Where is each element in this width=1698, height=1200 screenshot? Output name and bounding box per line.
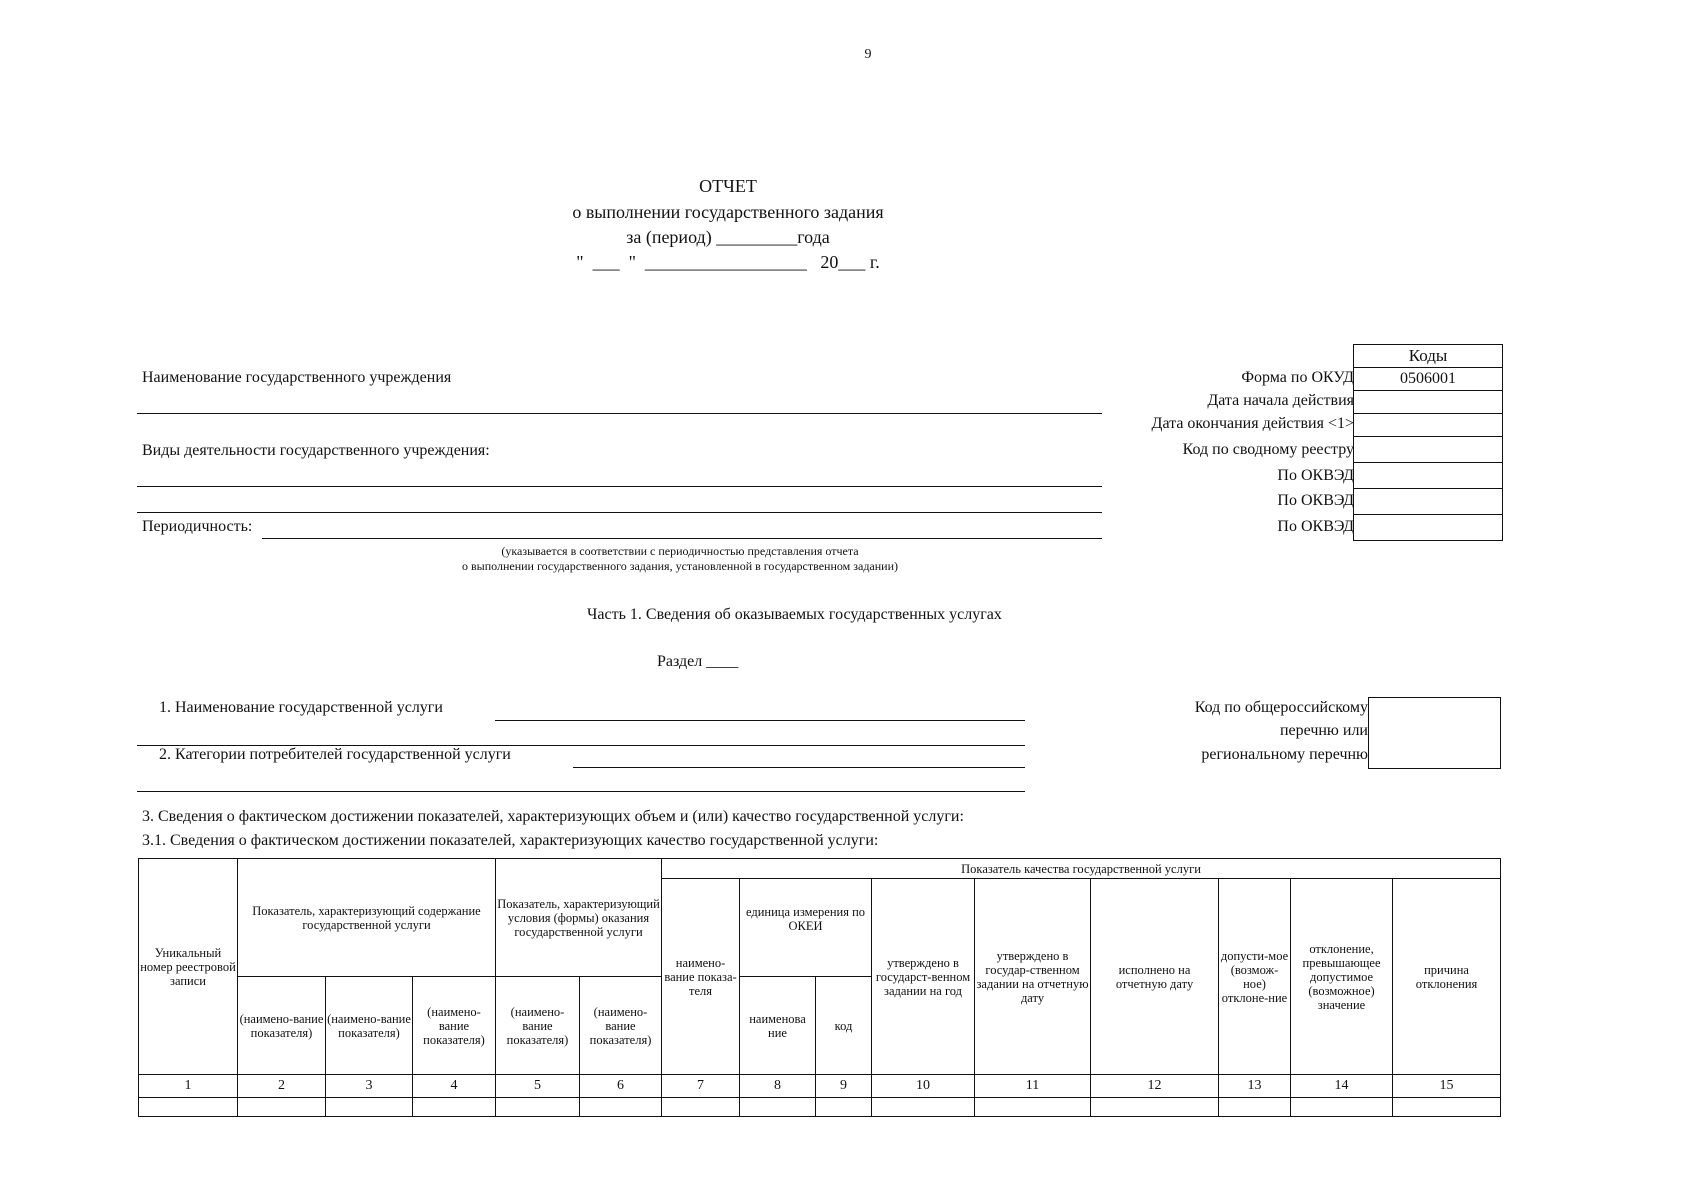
institution-name-label: Наименование государственного учреждения (142, 369, 452, 386)
consumers-line-2[interactable] (137, 791, 1025, 792)
table-cell[interactable] (496, 1098, 580, 1117)
codes-label-okud: Форма по ОКУД (1241, 369, 1354, 386)
periodicity-label: Периодичность: (142, 518, 253, 535)
report-date: " ___ " __________________ 20___ г. (576, 252, 880, 272)
activities-line-1[interactable] (137, 486, 1102, 487)
col-number: 12 (1091, 1075, 1219, 1098)
codes-value-start-date[interactable] (1354, 391, 1503, 414)
table-cell[interactable] (740, 1098, 816, 1117)
part-title: Часть 1. Сведения об оказываемых государственных услугах (587, 606, 1002, 623)
col-number: 13 (1219, 1075, 1291, 1098)
codes-label-registry: Код по сводному реестру (1182, 441, 1354, 458)
periodicity-note-2: о выполнении государственного задания, установленной в государственном задании) (461, 559, 899, 573)
th-sub-4: (наимено-вание показателя) (496, 977, 580, 1075)
table-cell[interactable] (238, 1098, 326, 1117)
table-cell[interactable] (872, 1098, 975, 1117)
registry-code-label-2: перечню или (1279, 722, 1368, 739)
table-cell[interactable] (139, 1098, 238, 1117)
page-number: 9 (864, 47, 872, 62)
th-approved-year: утверждено в государст-венном задании на год (872, 879, 975, 1075)
table-cell[interactable] (326, 1098, 413, 1117)
table-cell[interactable] (1219, 1098, 1291, 1117)
codes-value-okved-2[interactable] (1354, 489, 1503, 515)
col-number: 15 (1393, 1075, 1501, 1098)
codes-value-okved-3[interactable] (1354, 515, 1503, 541)
institution-name-line[interactable] (137, 413, 1102, 414)
table-cell[interactable] (1291, 1098, 1393, 1117)
col-number: 4 (413, 1075, 496, 1098)
report-subtitle: о выполнении государственного задания (572, 202, 884, 222)
registry-code-box[interactable] (1368, 697, 1501, 769)
service-name-label: 1. Наименование государственной услуги (159, 699, 443, 716)
th-excess-deviation: отклонение, превышающее допустимое (возможное) значение (1291, 879, 1393, 1075)
th-approved-date: утверждено в государ-ственном задании на отчетную дату (975, 879, 1091, 1075)
registry-code-label-1: Код по общероссийскому (1194, 699, 1368, 716)
activities-label: Виды деятельности государственного учреждения: (142, 442, 490, 459)
service-name-line[interactable] (495, 720, 1025, 721)
col-number: 11 (975, 1075, 1091, 1098)
periodicity-note-1: (указывается в соответствии с периодичностью представления отчета (501, 544, 859, 558)
codes-table (1353, 344, 1503, 541)
col-number: 2 (238, 1075, 326, 1098)
col-number: 8 (740, 1075, 816, 1098)
codes-value-okved-1[interactable] (1354, 463, 1503, 489)
quality-table (138, 858, 1501, 1117)
col-number: 9 (816, 1075, 872, 1098)
report-period: за (период) _________года (626, 227, 830, 247)
codes-value-registry[interactable] (1354, 437, 1503, 463)
th-sub-2: (наимено-вание показателя) (326, 977, 413, 1075)
codes-header: Коды (1354, 345, 1503, 368)
activities-line-2[interactable] (137, 512, 1102, 513)
th-sub-5: (наимено-вание показателя) (580, 977, 662, 1075)
table-cell[interactable] (1393, 1098, 1501, 1117)
consumers-label: 2. Категории потребителей государственной услуги (159, 746, 511, 763)
th-unit: единица измерения по ОКЕИ (740, 879, 872, 977)
codes-label-end-date: Дата окончания действия <1> (1151, 415, 1354, 432)
codes-value-okud[interactable]: 0506001 (1354, 368, 1503, 391)
table-cell[interactable] (413, 1098, 496, 1117)
th-sub-1: (наимено-вание показателя) (238, 977, 326, 1075)
periodicity-line[interactable] (262, 538, 1102, 539)
col-number: 3 (326, 1075, 413, 1098)
section-label: Раздел ____ (657, 653, 739, 670)
registry-code-label-3: региональному перечню (1201, 746, 1368, 763)
col-number: 14 (1291, 1075, 1393, 1098)
col-number: 7 (662, 1075, 740, 1098)
th-quality: Показатель качества государственной услуги (662, 859, 1501, 879)
col-number: 10 (872, 1075, 975, 1098)
th-allowed-deviation: допусти-мое (возмож-ное) отклоне-ние (1219, 879, 1291, 1075)
col-number: 5 (496, 1075, 580, 1098)
codes-label-okved-3: По ОКВЭД (1277, 518, 1354, 535)
codes-label-okved-1: По ОКВЭД (1277, 467, 1354, 484)
col-number: 1 (139, 1075, 238, 1098)
th-reason: причина отклонения (1393, 879, 1501, 1075)
report-title: ОТЧЕТ (699, 176, 757, 196)
col-number: 6 (580, 1075, 662, 1098)
th-conditions: Показатель, характеризующий условия (формы) оказания государственной услуги (496, 859, 662, 977)
table-cell[interactable] (1091, 1098, 1219, 1117)
section3-heading: 3. Сведения о фактическом достижении показателей, характеризующих объем и (или) качество государственной услуги: (142, 808, 964, 825)
table-cell[interactable] (580, 1098, 662, 1117)
codes-label-start-date: Дата начала действия (1207, 392, 1354, 409)
table-cell[interactable] (816, 1098, 872, 1117)
th-executed: исполнено на отчетную дату (1091, 879, 1219, 1075)
th-unit-code: код (816, 977, 872, 1075)
th-unique-number: Уникальный номер реестровой записи (139, 859, 238, 1075)
section31-heading: 3.1. Сведения о фактическом достижении показателей, характеризующих качество государственной услуги: (142, 832, 879, 849)
codes-label-okved-2: По ОКВЭД (1277, 492, 1354, 509)
table-cell[interactable] (975, 1098, 1091, 1117)
th-content: Показатель, характеризующий содержание государственной услуги (238, 859, 496, 977)
table-cell[interactable] (662, 1098, 740, 1117)
consumers-line[interactable] (573, 767, 1025, 768)
th-indicator-name: наимено-вание показа-теля (662, 879, 740, 1075)
th-sub-3: (наимено-вание показателя) (413, 977, 496, 1075)
codes-value-end-date[interactable] (1354, 414, 1503, 437)
th-unit-name: наименова ние (740, 977, 816, 1075)
